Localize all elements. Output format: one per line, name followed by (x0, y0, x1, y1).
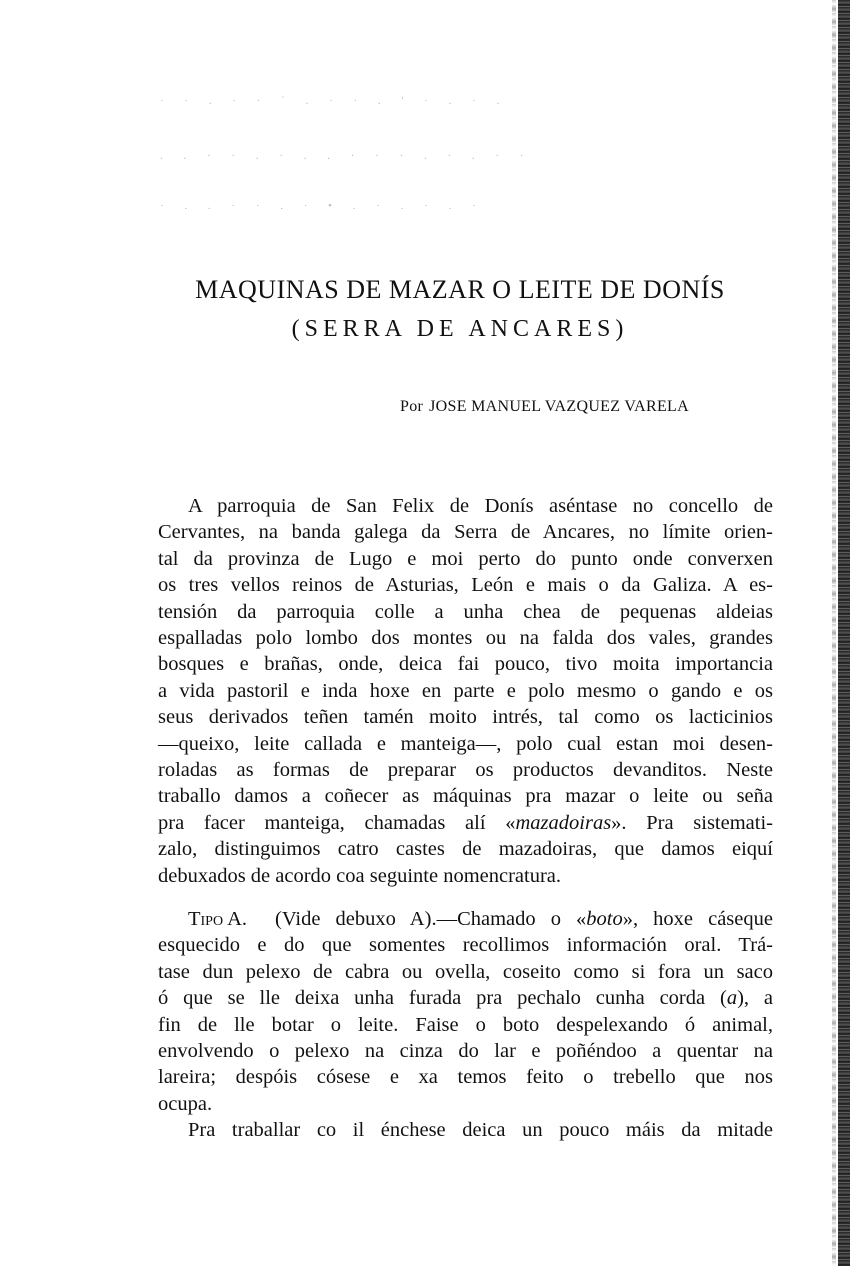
text-line: bosques e brañas, onde, deica fai pouco, tivo moita importancia (158, 653, 773, 675)
bleed-through-noise: . . · · . · . . · · · . · . · · (160, 150, 533, 162)
text-line: envolvendo o pelexo na cinza do lar e poñéndoo a quentar na (158, 1040, 773, 1062)
text-line: a vida pastoril e inda hoxe en parte e polo mesmo o gando e os (158, 680, 773, 702)
text-line: Cervantes, na banda galega da Serra de Ancares, no límite orien- (158, 521, 773, 543)
text-line: roladas as formas de preparar os productos devanditos. Neste (158, 759, 773, 781)
text-line: —queixo, leite callada e manteiga—, polo cual estan moi desen- (158, 733, 773, 755)
text-line: A parroquia de San Felix de Donís aséntase no concello de (188, 495, 773, 517)
author-name: JOSE MANUEL VAZQUEZ VARELA (429, 398, 689, 415)
text-line: ocupa. (158, 1093, 213, 1115)
bleed-through-noise: · · . · · ` . · · . ' · . · . (160, 95, 509, 107)
text-line: ó que se lle deixa unha furada pra pechalo cunha corda (a), a (158, 987, 773, 1009)
text-line: Pra traballar co il énchese deica un pouco máis da mitade (188, 1119, 773, 1141)
scan-edge (838, 0, 850, 1266)
byline (400, 398, 689, 416)
text-line: esquecido e do que somentes recollimos información oral. Trá- (158, 934, 773, 956)
text-line: seus derivados teñen tamén moito intrés, tal como os lacticinios (158, 706, 773, 728)
text-line: (Vide debuxo A).—Chamado o «boto», hoxe cáseque (275, 908, 773, 930)
text-line: tal da provinza de Lugo e moi perto do punto onde converxen (158, 548, 773, 570)
author-prefix: Por (400, 398, 424, 415)
text-line: os tres vellos reinos de Asturias, León e mais o da Galiza. A es- (158, 574, 773, 596)
article-subtitle: (SERRA DE ANCARES) (291, 316, 629, 342)
text-line: pra facer manteiga, chamadas alí «mazadoiras». Pra sistemati- (158, 812, 773, 834)
text-line: tensión da parroquia colle a unha chea de pequenas aldeias (158, 601, 773, 623)
section-lead: Tipo A. (188, 908, 248, 930)
text-line: traballo damos a coñecer as máquinas pra mazar o leite ou seña (158, 785, 773, 807)
scan-edge-shadow (832, 0, 836, 1266)
text-line: espalladas polo lombo dos montes ou na falda dos vales, grandes (158, 627, 773, 649)
article-title: MAQUINAS DE MAZAR O LEITE DE DONÍS (195, 275, 725, 304)
text-line: zalo, distinguimos catro castes de mazadoiras, que damos eiquí (158, 838, 773, 860)
text-line: fin de lle botar o leite. Faise o boto despelexando ó animal, (158, 1014, 773, 1036)
text-line: debuxados de acordo coa seguinte nomencratura. (158, 865, 562, 887)
bleed-through-noise: · . . · · . · • . · . · . · (160, 200, 485, 212)
text-line: tase dun pelexo de cabra ou ovella, coseito como si fora un saco (158, 961, 773, 983)
text-line: lareira; despóis cósese e xa temos feito o trebello que nos (158, 1066, 773, 1088)
